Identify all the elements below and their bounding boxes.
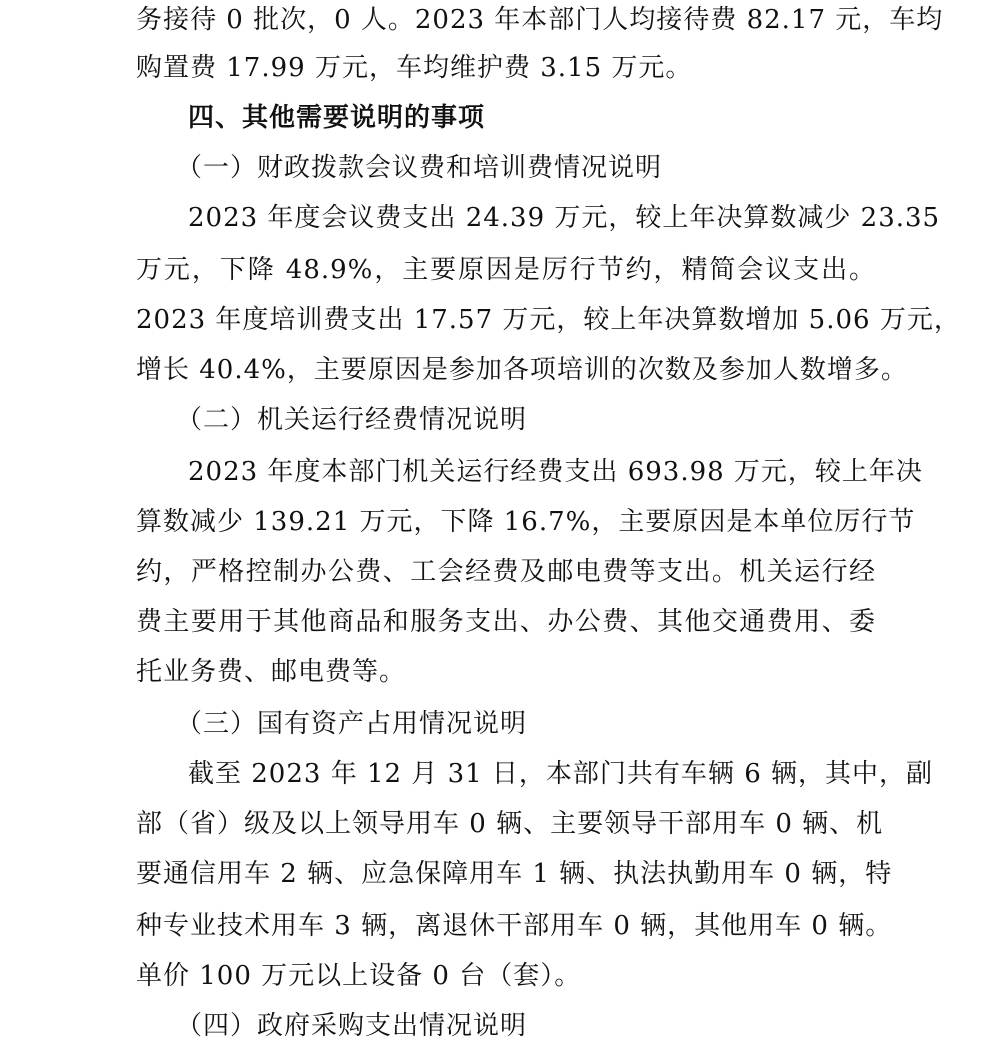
- paragraph-line: 2023 年度本部门机关运行经费支出 693.98 万元，较上年决: [188, 457, 923, 487]
- paragraph-line: 种专业技术用车 3 辆，离退休干部用车 0 辆，其他用车 0 辆。: [136, 911, 893, 941]
- paragraph-line: 费主要用于其他商品和服务支出、办公费、其他交通费用、委: [136, 607, 876, 637]
- paragraph-line: 托业务费、邮电费等。: [136, 657, 407, 687]
- paragraph-line: 截至 2023 年 12 月 31 日，本部门共有车辆 6 辆，其中，副: [188, 759, 933, 789]
- paragraph-line: 约，严格控制办公费、工会经费及邮电费等支出。机关运行经: [136, 557, 876, 587]
- paragraph-line: 务接待 0 批次，0 人。2023 年本部门人均接待费 82.17 元，车均: [136, 5, 944, 35]
- paragraph-line: 增长 40.4%，主要原因是参加各项培训的次数及参加人数增多。: [136, 355, 908, 385]
- paragraph-line: 单价 100 万元以上设备 0 台（套）。: [136, 961, 582, 991]
- subsection-heading: （三）国有资产占用情况说明: [176, 709, 528, 739]
- paragraph-line: 2023 年度培训费支出 17.57 万元，较上年决算数增加 5.06 万元，: [136, 305, 961, 335]
- subsection-heading: （四）政府采购支出情况说明: [176, 1011, 528, 1041]
- section-heading: 四、其他需要说明的事项: [188, 103, 486, 133]
- subsection-heading: （二）机关运行经费情况说明: [176, 405, 528, 435]
- paragraph-line: 算数减少 139.21 万元，下降 16.7%，主要原因是本单位厉行节: [136, 507, 916, 537]
- paragraph-line: 2023 年度会议费支出 24.39 万元，较上年决算数减少 23.35: [188, 203, 941, 233]
- paragraph-line: 要通信用车 2 辆、应急保障用车 1 辆、执法执勤用车 0 辆，特: [136, 859, 893, 889]
- paragraph-line: 部（省）级及以上领导用车 0 辆、主要领导干部用车 0 辆、机: [136, 809, 884, 839]
- subsection-heading: （一）财政拨款会议费和培训费情况说明: [176, 153, 663, 183]
- paragraph-line: 购置费 17.99 万元，车均维护费 3.15 万元。: [136, 53, 693, 83]
- paragraph-line: 万元，下降 48.9%，主要原因是厉行节约，精简会议支出。: [136, 255, 876, 285]
